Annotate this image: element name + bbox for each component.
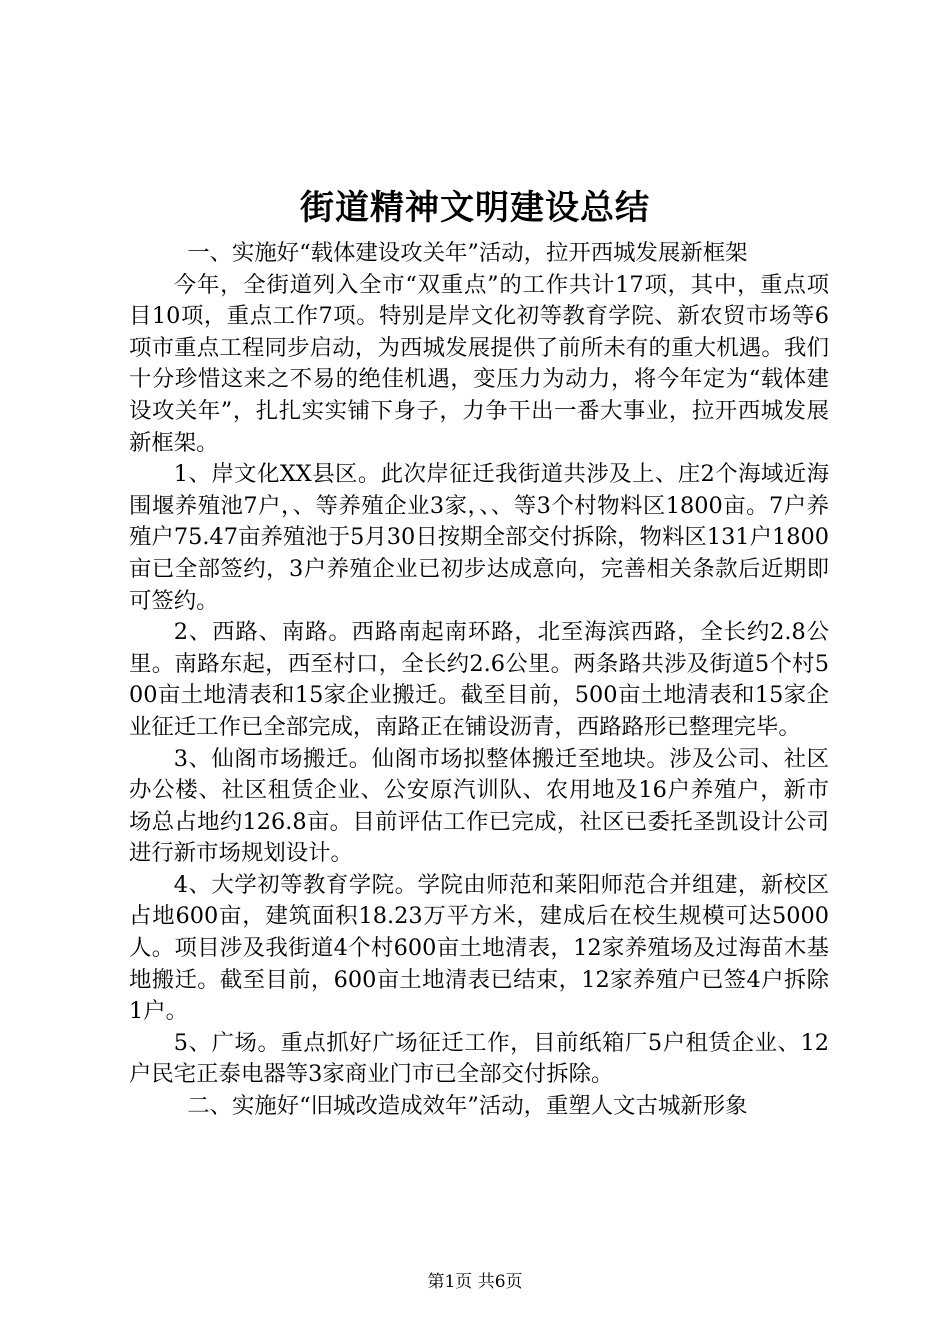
document-title: 街道精神文明建设总结 bbox=[300, 188, 650, 228]
paragraph-item-4: 4、大学初等教育学院。学院由师范和莱阳师范合并组建，新校区占地600亩，建筑面积18.23万平方米，建成后在校生规模可达5000人。项目涉及我街道4个村600亩土地清表，12家养殖场及过海苗木基地搬迁。截至目前，600亩土地清表已结束，12家养殖户已签4户拆除1户。 bbox=[129, 871, 829, 1025]
paragraph-item-1: 1、岸文化XX县区。此次岸征迁我街道共涉及上、庄2个海域近海围堰养殖池7户，、等养殖企业3家，、、等3个村物料区1800亩。7户养殖户75.47亩养殖池于5月30日按期全部交付拆除，物料区131户1800亩已全部签约，3户养殖企业已初步达成意向，完善相关条款后近期即可签约。 bbox=[129, 461, 829, 614]
section-heading-1: 一、实施好“载体建设攻关年”活动，拉开西城发展新框架 bbox=[187, 240, 748, 266]
page-footer: 第1页 共6页 bbox=[427, 1272, 523, 1292]
paragraph-item-3: 3、仙阁市场搬迁。仙阁市场拟整体搬迁至地块。涉及公司、社区办公楼、社区租赁企业、公安原汽训队、农用地及16户养殖户，新市场总占地约126.8亩。目前评估工作已完成，社区已委托圣凯设计公司进行新市场规划设计。 bbox=[129, 745, 829, 867]
paragraph-intro: 今年，全街道列入全市“双重点”的工作共计17项，其中，重点项目10项，重点工作7项。特别是岸文化初等教育学院、新农贸市场等6项市重点工程同步启动，为西城发展提供了前所未有的重大机遇。我们十分珍惜这来之不易的绝佳机遇，变压力为动力，将今年定为“载体建设攻关年”，扎扎实实铺下身子，力争干出一番大事业，拉开西城发展新框架。 bbox=[129, 271, 829, 456]
section-heading-2: 二、实施好“旧城改造成效年”活动，重塑人文古城新形象 bbox=[187, 1093, 748, 1120]
paragraph-item-2: 2、西路、南路。西路南起南环路，北至海滨西路，全长约2.8公里。南路东起，西至村口，全长约2.6公里。两条路共涉及街道5个村500亩土地清表和15家企业搬迁。截至目前，500亩土地清表和15家企业征迁工作已全部完成，南路正在铺设沥青，西路路形已整理完毕。 bbox=[129, 619, 829, 740]
paragraph-item-5: 5、广场。重点抓好广场征迁工作，目前纸箱厂5户租赁企业、12户民宅正泰电器等3家商业门市已全部交付拆除。 bbox=[129, 1029, 829, 1088]
document-body bbox=[129, 238, 829, 1123]
